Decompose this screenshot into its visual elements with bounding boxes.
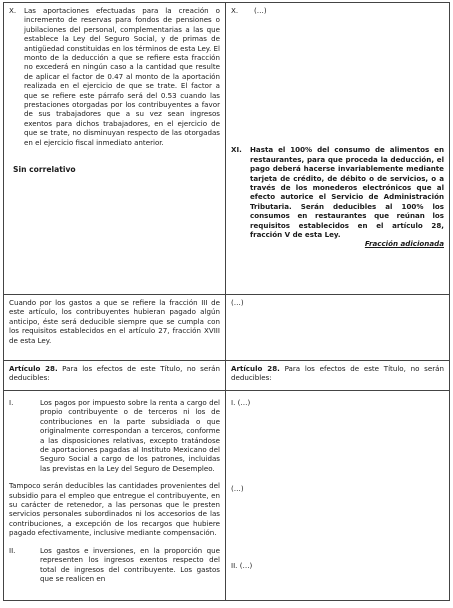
left-cell-fraction-x (4, 3, 226, 295)
fraction-xi-added (231, 145, 444, 239)
left-cell-anticipo (4, 295, 226, 361)
fraction-x-right (231, 6, 444, 15)
fraction-i-left (9, 398, 220, 473)
sin-correlativo-heading: Sin correlativo (13, 165, 76, 175)
article-text: Para los efectos de este Título, no serán deducibles: (231, 364, 444, 383)
fraction-ii-right: II. (…) (231, 560, 253, 570)
table-row (4, 391, 450, 601)
fraction-i-right: I. (…) (231, 398, 251, 407)
fraction-text: Los pagos por impuesto sobre la renta a cargo del propio contribuyente o de terceros ni los de contribuciones en la parte subsidiada o que originalmente correspondan a terceros, conforme a las disposiciones relativas, excepto tratándose de aportaciones pagadas al Instituto Mexicano del Seguro Social a cargo de los patrones, incluidas las previstas en la Ley del Seguro de Desempleo. (40, 398, 220, 473)
fraction-number: X. (231, 6, 239, 15)
fraction-text: Los gastos e inversiones, en la proporción que representen los ingresos exentos respecto del total de ingresos del contribuyente. Los gastos que se realicen en (40, 545, 220, 583)
tampoco-right: (…) (231, 484, 244, 494)
fraccion-adicionada-note: Fracción adicionada (364, 239, 444, 249)
right-cell-art28 (226, 361, 450, 391)
comparison-table (3, 2, 450, 601)
fraction-text: (…) (254, 6, 267, 15)
fraction-number: I. (9, 398, 14, 407)
right-cell-anticipo (226, 295, 450, 361)
fraction-text: Hasta el 100% del consumo de alimentos en restaurantes, para que proceda la deducción, el pago deberá hacerse invariablemente mediante tarjeta de crédito, de débito o de servicios, o a través de los monederos electrónicos que al efecto autorice el Servicio de Administración Tributaria. Serán deducibles al 100% los consumos en restaurantes que reúnan los requisitos establecidos en el artículo 28, fracción V de esta Ley. (250, 145, 444, 240)
tampoco-paragraph: Tampoco serán deducibles las cantidades provenientes del subsidio para el empleo que entregue el contribuyente, en su carácter de retenedor, a las personas que le presten servicios personales subordinados ni los accesorios de las contribuciones, a excepción de los recargos que hubiere pagado efectivamente, inclusive mediante compensación. (9, 481, 220, 538)
article-28-intro-right (231, 364, 444, 383)
left-cell-art28 (4, 361, 226, 391)
fraction-number: II. (9, 545, 16, 555)
fraction-number: X. (9, 6, 17, 15)
right-cell-body (226, 391, 450, 601)
fraction-x-left (9, 6, 220, 147)
right-cell-fraction-x (226, 3, 450, 295)
table-row (4, 295, 450, 361)
fraction-ii-left (9, 546, 220, 584)
table-row (4, 361, 450, 391)
table-row (4, 3, 450, 295)
article-text: Para los efectos de este Título, no serán deducibles: (9, 364, 220, 383)
article-28-intro-left (9, 364, 220, 383)
fraction-text: Las aportaciones efectuadas para la creación o incremento de reservas para fondos de pensiones o jubilaciones del personal, complementarias a las que establece la Ley del Seguro Social, y de primas de antigüedad constituidas en los términos de esta Ley. El monto de la deducción a que se refiere esta fracción no excederá en ningún caso a la cantidad que resulte de aplicar el factor de 0.47 al monto de la aportación realizada en el ejercicio de que se trate. El factor a que se refiere este párrafo será del 0.53 cuando las prestaciones otorgadas por los contribuyentes a favor de sus trabajadores que a su vez sean ingresos exentos para dichos trabajadores, en el ejercicio de que se trate, no disminuyan respecto de las otorgadas en el ejercicio fiscal inmediato anterior. (24, 6, 220, 147)
article-label: Artículo 28. (9, 364, 58, 373)
ellipsis-text: (…) (231, 298, 244, 307)
anticipo-paragraph: Cuando por los gastos a que se refiere la fracción III de este artículo, los contribuyentes hubieran pagado algún anticipo, éste será deducible siempre que se cumpla con los requisitos establecidos en el artículo 27, fracción XVIII de esta Ley. (9, 298, 220, 345)
fraction-number: XI. (231, 145, 242, 155)
article-label: Artículo 28. (231, 364, 280, 373)
left-cell-body (4, 391, 226, 601)
